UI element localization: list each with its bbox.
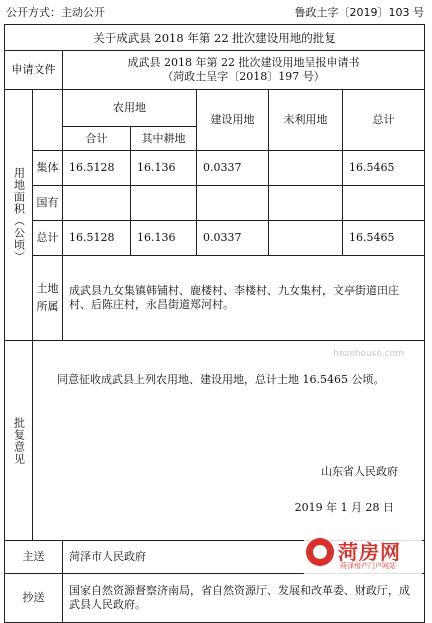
table-row bbox=[5, 186, 425, 221]
opinion-content bbox=[33, 341, 425, 541]
watermark-subtitle: 菏泽房产门户网站 bbox=[340, 562, 396, 570]
document-header bbox=[0, 0, 432, 22]
empty-header-cell bbox=[33, 90, 63, 151]
arable-value: 16.136 bbox=[131, 151, 197, 186]
approval-form bbox=[4, 24, 424, 611]
main-to-text: 菏泽市人民政府 bbox=[63, 541, 425, 574]
opinion-text: 同意征收成武县上列农用地、建设用地，总计土地 16.5465 公顷。 bbox=[57, 373, 385, 386]
disclosure-method: 公开方式：主动公开 bbox=[6, 6, 105, 19]
arable-header: 其中耕地 bbox=[131, 127, 197, 151]
document-title: 关于成武县 2018 年第 22 批次建设用地的批复 bbox=[5, 25, 425, 51]
subtotal-value: 16.5128 bbox=[63, 221, 131, 256]
construction-value: 0.0337 bbox=[197, 151, 269, 186]
copy-to-text: 国家自然资源督察济南局，省自然资源厅、发展和改革委、财政厅，成武县人民政府。 bbox=[63, 574, 425, 623]
construction-header: 建设用地 bbox=[197, 90, 269, 151]
area-section-label: 用地面积（公顷） bbox=[5, 90, 33, 341]
total-value: 16.5465 bbox=[343, 151, 425, 186]
application-content bbox=[63, 51, 425, 90]
issue-date: 2019 年 1 月 28 日 bbox=[294, 501, 395, 514]
unused-value bbox=[269, 186, 343, 221]
construction-value bbox=[197, 186, 269, 221]
row-label: 总计 bbox=[33, 221, 63, 256]
site-watermark bbox=[304, 536, 422, 574]
approval-table bbox=[4, 24, 425, 623]
issuing-authority: 山东省人民政府 bbox=[321, 465, 399, 478]
arable-value bbox=[131, 186, 197, 221]
unused-header: 未利用地 bbox=[269, 90, 343, 151]
subtotal-value: 16.5128 bbox=[63, 151, 131, 186]
construction-value: 0.0337 bbox=[197, 221, 269, 256]
application-label: 申请文件 bbox=[5, 51, 63, 90]
opinion-label: 批复意见 bbox=[5, 341, 33, 541]
table-row bbox=[5, 221, 425, 256]
application-line-2: （菏政土呈字〔2018〕197 号） bbox=[162, 70, 325, 83]
main-to-label: 主送 bbox=[5, 541, 63, 574]
subtotal-value bbox=[63, 186, 131, 221]
row-label: 集体 bbox=[33, 151, 63, 186]
land-owner-label: 土地所属 bbox=[33, 256, 63, 341]
unused-value bbox=[269, 221, 343, 256]
row-label: 国有 bbox=[33, 186, 63, 221]
total-value: 16.5465 bbox=[343, 221, 425, 256]
land-owner-text: 成武县九女集镇韩铺村、鹿楼村、李楼村、九女集村，文亭街道田庄村、后陈庄村，永昌街道郑河村。 bbox=[63, 256, 425, 341]
house-logo-icon bbox=[306, 538, 334, 566]
application-line-1: 成武县 2018 年第 22 批次建设用地呈报申请书 bbox=[127, 56, 360, 69]
total-value bbox=[343, 186, 425, 221]
arable-value: 16.136 bbox=[131, 221, 197, 256]
watermark-url: hezehouse.com bbox=[333, 349, 404, 359]
total-header: 总计 bbox=[343, 90, 425, 151]
subtotal-header: 合计 bbox=[63, 127, 131, 151]
farmland-header: 农用地 bbox=[63, 90, 197, 127]
table-row bbox=[5, 151, 425, 186]
unused-value bbox=[269, 151, 343, 186]
document-number: 鲁政土字〔2019〕103 号 bbox=[294, 6, 424, 19]
watermark-title: 菏房网 bbox=[338, 540, 401, 564]
copy-to-label: 抄送 bbox=[5, 574, 63, 623]
